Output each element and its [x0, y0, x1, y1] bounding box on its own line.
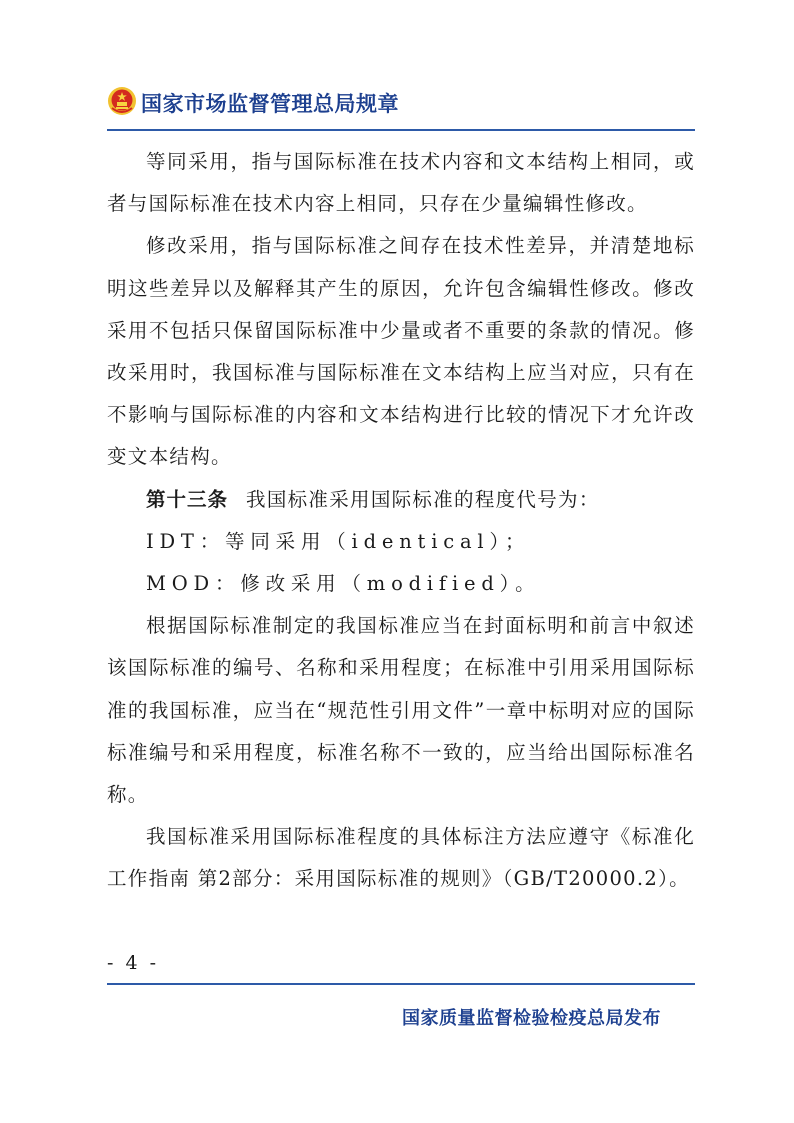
header-divider: [107, 129, 695, 131]
paragraph-identical-adoption: 等同采用，指与国际标准在技术内容和文本结构上相同，或者与国际标准在技术内容上相同，只存在少量编辑性修改。: [107, 150, 695, 216]
code-mod: MOD：修改采用（modified）。: [146, 572, 541, 596]
national-emblem-icon: [107, 86, 137, 116]
paragraph-marking: 根据国际标准制定的我国标准应当在封面标明和前言中叙述该国际标准的编号、名称和采用程度；在标准中引用采用国际标准的我国标准，应当在“规范性引用文件”一章中标明对应的国际标准编号和采用程度，标准名称不一致的，应当给出国际标准名称。: [107, 614, 695, 807]
footer-publisher: 国家质量监督检验检疫总局发布: [402, 1008, 661, 1029]
code-idt: IDT：等同采用（identical）；: [146, 529, 531, 553]
article-13: [107, 479, 695, 521]
paragraph-modified-adoption: 修改采用，指与国际标准之间存在技术性差异，并清楚地标明这些差异以及解释其产生的原因，允许包含编辑性修改。修改采用不包括只保留国际标准中少量或者不重要的条款的情况。修改采用时，我国标准与国际标准在文本结构上应当对应，只有在不影响与国际标准的内容和文本结构进行比较的情况下才允许改变文本结构。: [107, 234, 695, 469]
document-body: [107, 141, 695, 901]
page-header: [107, 84, 695, 128]
article-text: 我国标准采用国际标准的程度代号为：: [246, 487, 600, 511]
header-title: 国家市场监督管理总局规章: [141, 92, 399, 116]
paragraph-marking-method: 我国标准采用国际标准程度的具体标注方法应遵守《标准化工作指南 第2部分：采用国际标准的规则》（GB/T20000.2）。: [107, 825, 695, 891]
page-number: - 4 -: [107, 952, 160, 974]
footer-divider: [107, 983, 695, 985]
article-label: 第十三条: [146, 487, 229, 511]
